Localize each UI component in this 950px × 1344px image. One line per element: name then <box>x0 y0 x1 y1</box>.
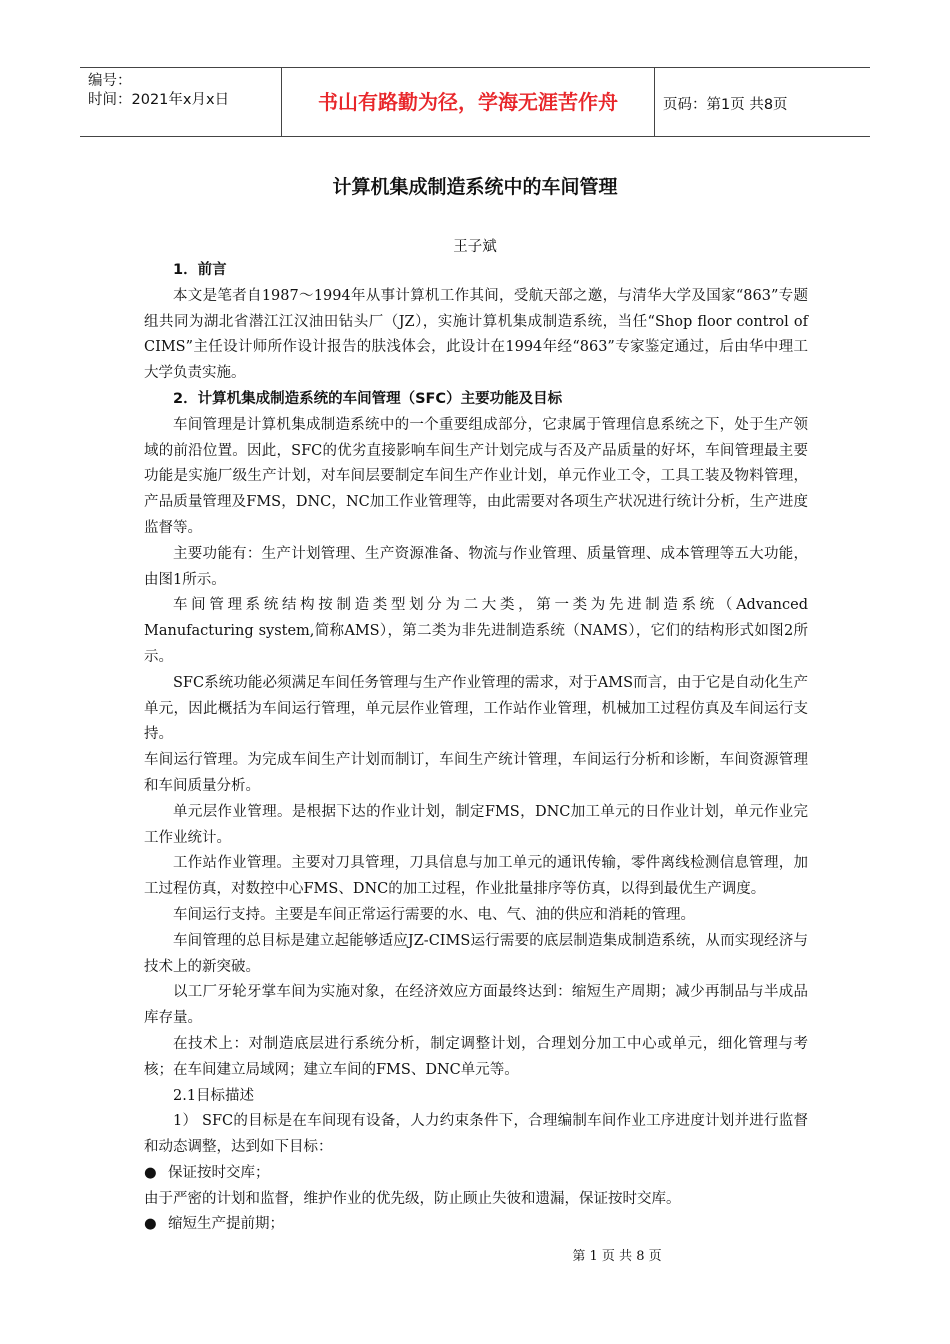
paragraph: 车间管理的总目标是建立起能够适应JZ-CIMS运行需要的底层制造集成制造系统，从而实现经济与技术上的新突破。 <box>144 932 808 975</box>
section-heading: 2．计算机集成制造系统的车间管理（SFC）主要功能及目标 <box>173 390 563 407</box>
bullet-text: 缩短生产提前期； <box>168 1216 284 1233</box>
section-heading: 1．前言 <box>173 262 227 278</box>
document-title: 计算机集成制造系统中的车间管理 <box>332 176 618 198</box>
paragraph: 本文是笔者自1987～1994年从事计算机工作其间，受航天部之邀，与清华大学及国家“863”专题组共同为湖北省潜江江汉油田钻头厂（JZ），实施计算机集成制造系统，当任“Shop floor control of CIMS”主任设计师所作设计报告的肤浅体会，此设计在1994年经“863”专家鉴定通过，后由华中理工大学负责实施。 <box>144 287 808 382</box>
number-label: 编号： <box>88 73 132 89</box>
paragraph: 由于严密的计划和监督，维护作业的优先级，防止顾止失彼和遗漏，保证按时交库。 <box>144 1190 681 1207</box>
paragraph: 工作站作业管理。主要对刀具管理，刀具信息与加工单元的通讯传输，零件离线检测信息管理，加工过程仿真，对数控中心FMS、DNC的加工过程，作业批量排序等仿真，以得到最优生产调度。 <box>144 855 808 898</box>
paragraph: 车间管理是计算机集成制造系统中的一个重要组成部分，它隶属于管理信息系统之下，处于生产领域的前沿位置。因此，SFC的优劣直接影响车间生产计划完成与否及产品质量的好坏，车间管理最主要功能是实施厂级生产计划，对车间层要制定车间生产作业计划，单元作业工令，工具工装及物料管理，产品质量管理及FMS，DNC，NC加工作业管理等，由此需要对各项生产状况进行统计分析，生产进度监督等。 <box>144 416 808 536</box>
paragraph: 车间运行管理。为完成车间生产计划而制订，车间生产统计管理，车间运行分析和诊断，车间资源管理和车间质量分析。 <box>144 752 808 794</box>
bullet-text: 保证按时交库； <box>168 1164 270 1181</box>
bullet-icon: ● <box>144 1216 157 1233</box>
paragraph: 以工厂牙轮牙掌车间为实施对象，在经济效应方面最终达到：缩短生产周期；减少再制品与半成品库存量。 <box>144 984 808 1027</box>
subsection-heading: 2.1目标描述 <box>173 1087 255 1104</box>
header-divider <box>654 68 655 136</box>
paragraph: 主要功能有：生产计划管理、生产资源准备、物流与作业管理、质量管理、成本管理等五大功能，由图1所示。 <box>144 545 808 588</box>
paragraph: 在技术上：对制造底层进行系统分析，制定调整计划，合理划分加工中心或单元，细化管理与考核；在车间建立局域网；建立车间的FMS、DNC单元等。 <box>144 1035 808 1078</box>
paragraph: SFC系统功能必须满足车间任务管理与生产作业管理的需求，对于AMS而言，由于它是自动化生产单元，因此概括为车间运行管理，单元层作业管理，工作站作业管理，机械加工过程仿真及车间运行支持。 <box>144 674 808 743</box>
page-header <box>80 67 870 137</box>
paragraph: 单元层作业管理。是根据下达的作业计划，制定FMS，DNC加工单元的日作业计划，单元作业完工作业统计。 <box>144 803 808 846</box>
paragraph: 1） SFC的目标是在车间现有设备，人力约束条件下，合理编制车间作业工序进度计划并进行监督和动态调整，达到如下目标： <box>144 1113 808 1156</box>
document-body <box>144 258 808 1238</box>
bullet-item <box>144 1212 808 1238</box>
header-page-info: 页码：第1页 共8页 <box>663 97 788 113</box>
header-meta <box>88 72 278 110</box>
paragraph: 车间运行支持。主要是车间正常运行需要的水、电、气、油的供应和消耗的管理。 <box>173 906 695 923</box>
paragraph: 车间管理系统结构按制造类型划分为二大类，第一类为先进制造系统（Advanced Manufacturing system,简称AMS），第二类为非先进制造系统（NAMS），它们的结构形式如图2所示。 <box>144 597 808 665</box>
document-author: 王子斌 <box>453 239 497 255</box>
bullet-icon: ● <box>144 1164 157 1181</box>
date-label: 时间：2021年x月x日 <box>88 92 230 108</box>
bullet-item <box>144 1161 808 1187</box>
page-footer: 第 1 页 共 8 页 <box>572 1249 662 1264</box>
header-motto: 书山有路勤为径，学海无涯苦作舟 <box>318 90 618 114</box>
